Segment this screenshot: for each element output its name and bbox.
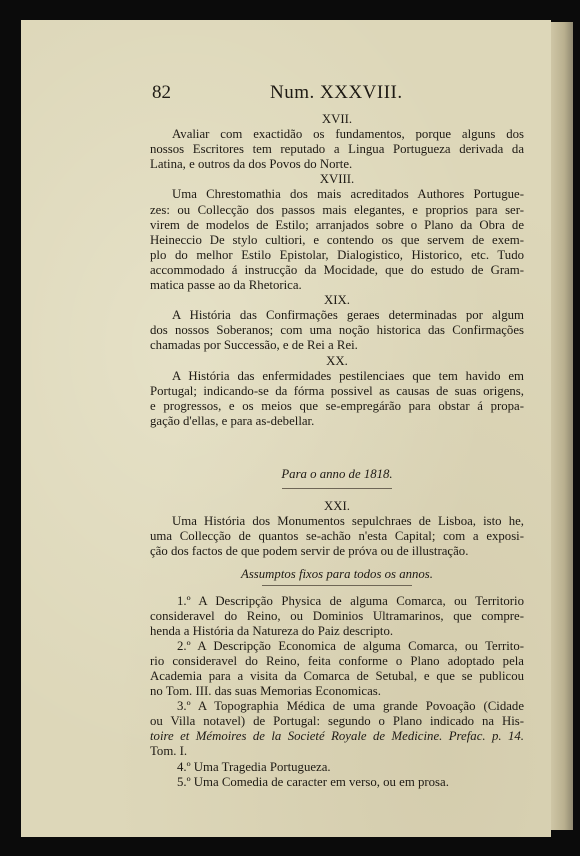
item-line: Academia para a visita da Comarca de Setubal, e que se publicou <box>150 669 524 683</box>
item-numeral: XX. <box>326 353 348 368</box>
item-line: A História das Confirmações geraes determinadas por algum <box>172 308 524 323</box>
item-line: no Tom. III. das suas Memorias Economicas. <box>150 684 381 699</box>
item-line: rio consideravel do Reino, feita conforme o Plano adoptado pela <box>150 653 524 668</box>
item-line: 2.º A Descripção Economica de alguma Comarca, ou Territo- <box>177 638 524 653</box>
item-line: e progressos, e os meios que se-empregárão para obstar á propa- <box>150 398 524 413</box>
item-line: plo do melhor Estilo Epistolar, Dialogistico, Historico, etc. Tudo <box>150 247 524 262</box>
page-edge-right <box>551 22 573 830</box>
item-line: Heineccio De stylo cultiori, e contendo os que servem de exem- <box>150 232 524 247</box>
page-number: 82 <box>152 82 171 103</box>
item-xix <box>150 293 524 353</box>
item-line: consideravel do Reino, ou Dominios Ultramarinos, que compre- <box>150 608 524 623</box>
item-line: 3.º A Topographia Médica de uma grande Povoação (Cidade <box>177 699 524 714</box>
item-line: Uma História dos Monumentos sepulchraes de Lisboa, isto he, <box>172 514 524 529</box>
running-title: Num. XXXVIII. <box>270 82 403 103</box>
item-line: virem de modelos de Estilo; arranjados sobre o Plano da Obra de <box>150 217 524 232</box>
page-header <box>152 82 522 108</box>
item-line: zes: ou Collecção dos passos mais elegantes, e proprios para ser- <box>150 202 524 217</box>
fixed-item-1 <box>150 594 524 639</box>
fixed-item-2 <box>150 639 524 699</box>
item-xvii <box>150 112 524 172</box>
item-line: dos nossos Soberanos; com uma noção historica das Confirmações <box>150 323 524 338</box>
item-line: ção dos factos de que podem servir de próva ou de illustração. <box>150 544 469 559</box>
item-numeral: XVII. <box>321 112 353 126</box>
item-line: matica passe ao da Rhetorica. <box>150 278 302 293</box>
item-line: 1.º A Descripção Physica de alguma Comarca, ou Territorio <box>177 593 524 608</box>
item-line: accommodado á instrucção da Mocidade, que do estudo de Gram- <box>150 262 524 277</box>
item-line: Uma Chrestomathia dos mais acreditados Authores Portugue- <box>172 187 524 202</box>
item-numeral: XXI. <box>324 499 350 514</box>
item-line: gação d'ellas, e para as-debellar. <box>150 413 315 428</box>
item-line: nossos Escritores tem reputado a Lingua Portugueza derivada da <box>150 142 524 157</box>
item-line: toire et Mémoires de la Societé Royale de Medicine. Prefac. p. 14. <box>150 729 524 744</box>
item-line: Portugal; indicando-se da fórma possivel as causas de suas origens, <box>150 383 524 398</box>
item-line: ou Villa notavel) de Portugal: segundo o Plano indicado na His- <box>150 714 524 729</box>
item-numeral: XVIII. <box>319 172 355 187</box>
item-xx <box>150 354 524 429</box>
item-line: Latina, e outros da dos Povos do Norte. <box>150 157 353 172</box>
fixed-item-4 <box>150 760 524 775</box>
item-xxi <box>150 499 524 559</box>
item-numeral: XIX. <box>324 293 350 308</box>
item-line: uma Collecção de quantos se-achão n'esta Capital; com a exposi- <box>150 529 524 544</box>
page-body <box>150 112 524 790</box>
item-line: Avaliar com exactidão os fundamentos, porque alguns dos <box>172 127 524 142</box>
fixed-item-5 <box>150 775 524 790</box>
item-xviii <box>150 172 524 293</box>
item-line: henda a História da Natureza do Paiz descripto. <box>150 623 394 638</box>
item-line: chamadas por Successão, e de Rei a Rei. <box>150 338 358 353</box>
section-heading: Para o anno de 1818. <box>281 466 393 481</box>
item-line: A História das enfermidades pestilenciaes que tem havido em <box>172 368 524 383</box>
fixed-item-3 <box>150 699 524 759</box>
item-line: 4.º Uma Tragedia Portugueza. <box>177 759 331 774</box>
item-line: 5.º Uma Comedia de caracter em verso, ou em prosa. <box>177 774 449 789</box>
item-line: Tom. I. <box>150 744 188 759</box>
fixed-topics-heading: Assumptos fixos para todos os annos. <box>241 567 433 582</box>
